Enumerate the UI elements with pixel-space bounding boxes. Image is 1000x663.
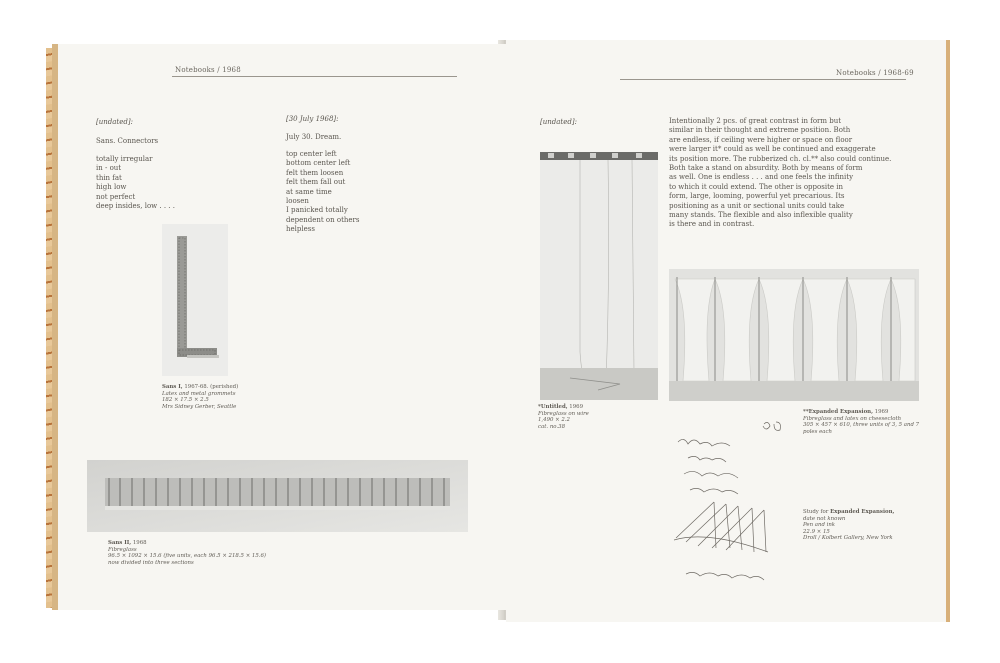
- untitled-caption-details: Fibreglass on wire 1,490 × 2.2 cat. no.38: [538, 410, 589, 430]
- right-entry-body: Intentionally 2 pcs. of great contrast in form but similar in their thought and extreme position. Both are endless, if ceiling were higher or space on floor were larger it* could as well be continued and exaggerate its position more. The rubberized ch. cl.** also could continue. Both take a stand on absurdity. Both by means of form as well. One is endless . . . and one feels the infinity to which it could extend. The other is opposite in form, large, looming, powerful yet precarious. Its positioning as a unit or sectional units could take many stands. The flexible and also inflexible quality is there and in contrast.: [669, 117, 892, 229]
- entry2-title: July 30. Dream.: [286, 133, 342, 141]
- expanded-expansion-photo: [669, 269, 919, 401]
- right-running-header: Notebooks / 1968-69: [836, 69, 914, 77]
- study-sketch-drawing: [668, 418, 798, 588]
- left-running-header: Notebooks / 1968: [175, 66, 241, 74]
- sans-ii-caption-details: Fibreglass 96.5 × 1092 × 15.6 (five units, each 96.5 × 218.5 × 15.6) now divided into three sections: [108, 546, 267, 566]
- sans-ii-caption-title: Sans II,: [108, 540, 132, 546]
- untitled-caption-title: *Untitled,: [538, 404, 568, 410]
- right-header-rule: [620, 79, 906, 80]
- entry2-lines: top center left bottom center left felt them loosen felt them fall out at same time loosen I panicked totally dependent on others helpless: [286, 150, 360, 234]
- sans-ii-caption: [108, 540, 266, 566]
- right-entry-date: [undated]:: [540, 118, 577, 126]
- untitled-caption-date: 1969: [567, 404, 584, 410]
- entry1-lines: totally irregular in - out thin fat high low not perfect deep insides, low . . . .: [96, 155, 175, 211]
- untitled-caption: [538, 404, 589, 430]
- sans-i-caption: [162, 384, 238, 410]
- study-caption: [803, 509, 894, 542]
- sans-i-caption-title: Sans I,: [162, 384, 183, 390]
- entry2-date: [30 July 1968]:: [286, 115, 339, 123]
- study-caption-title: Expanded Expansion,: [830, 509, 895, 515]
- entry1-title: Sans. Connectors: [96, 137, 159, 145]
- untitled-photo: [540, 152, 658, 400]
- study-caption-details: date not known Pen and ink 22.9 × 15 Droll / Kolbert Gallery, New York: [803, 515, 893, 542]
- expanded-expansion-caption-title: **Expanded Expansion,: [803, 409, 873, 415]
- study-caption-prefix: Study for: [803, 509, 831, 515]
- sans-i-photo: [162, 224, 228, 376]
- expanded-expansion-caption: [803, 409, 919, 435]
- sans-i-caption-date: 1967-68. (perished): [182, 384, 239, 390]
- expanded-expansion-caption-date: 1969: [872, 409, 889, 415]
- sans-ii-caption-date: 1968: [131, 540, 147, 546]
- entry1-date: [undated]:: [96, 118, 133, 126]
- expanded-expansion-caption-details: Fibreglass and latex on cheesecloth 305 × 457 × 610, three units of 3, 5 and 7 poles each: [803, 415, 920, 435]
- sans-i-caption-details: Latex and metal grommets 182 × 17.5 × 2.5 Mrs Sidney Gerber, Seattle: [162, 390, 237, 410]
- sans-ii-photo: [87, 460, 468, 532]
- left-header-rule: [172, 76, 457, 77]
